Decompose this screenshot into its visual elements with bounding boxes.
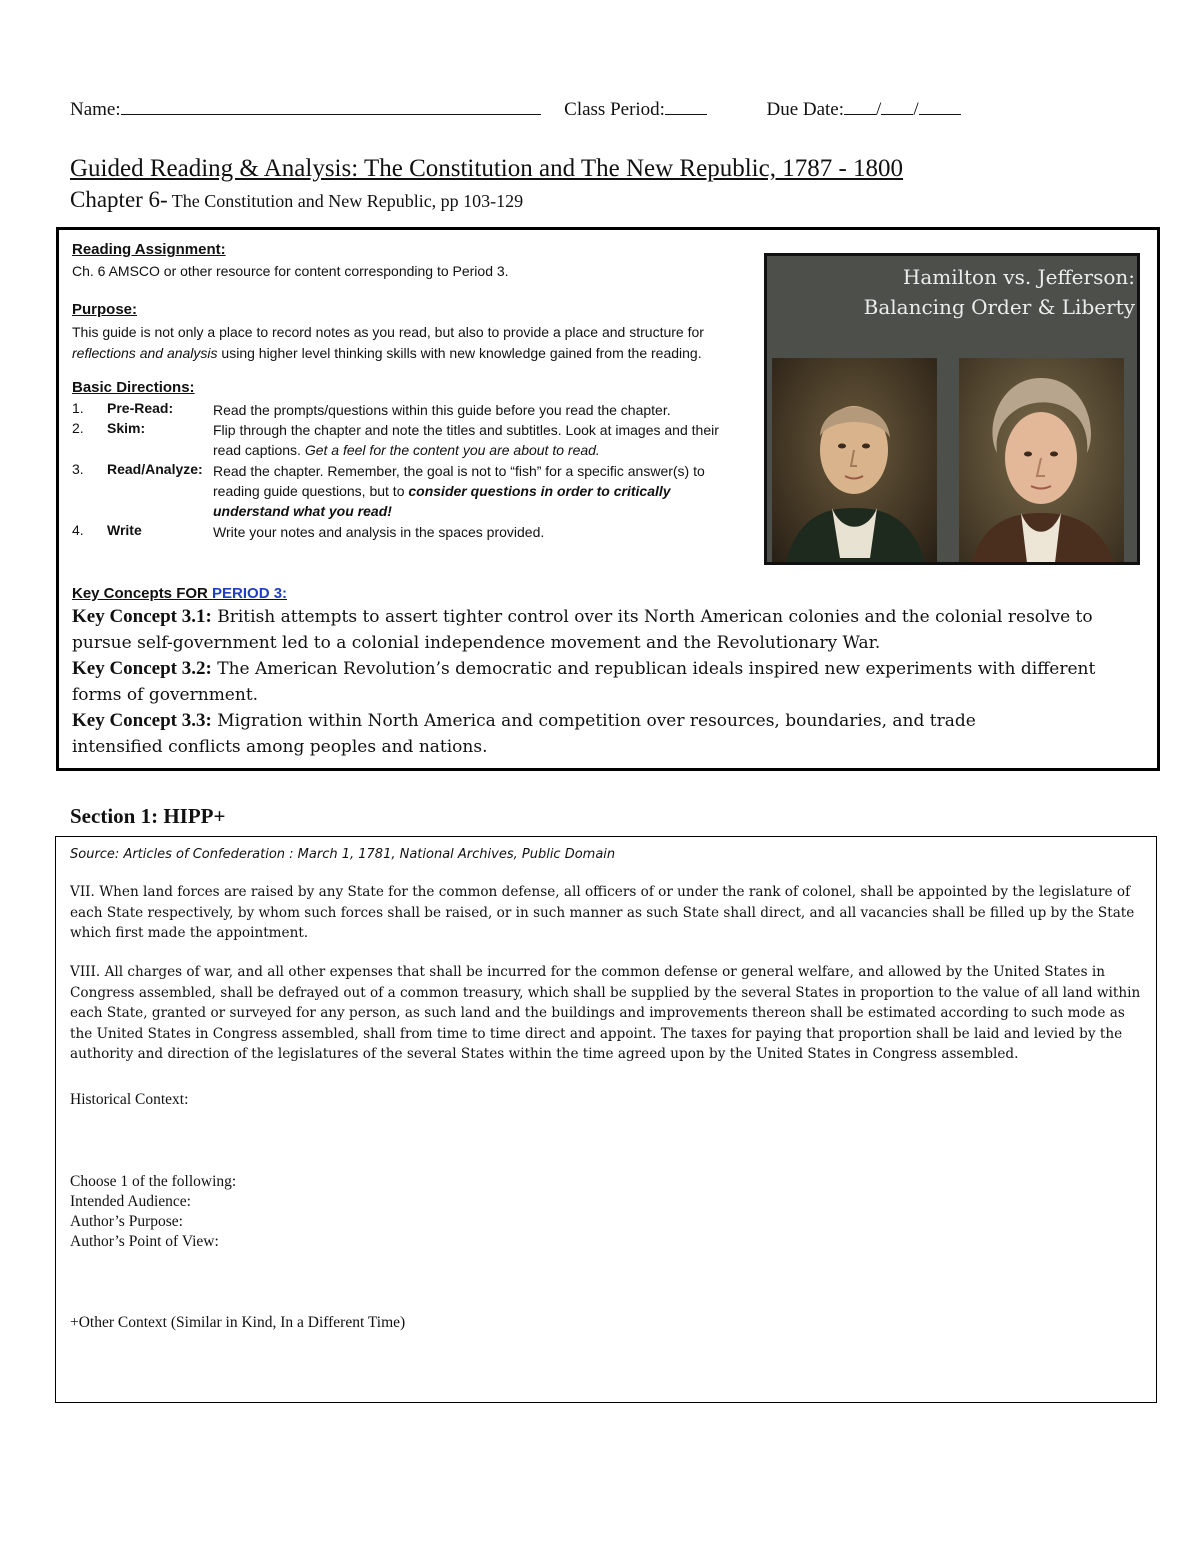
choose-prompt: Choose 1 of the following: — [70, 1173, 237, 1190]
key-concept-item — [72, 604, 1122, 656]
key-concept-label: Key Concept 3.3: — [72, 710, 212, 731]
other-context-prompt: +Other Context (Similar in Kind, In a Different Time) — [70, 1314, 406, 1331]
section-title: Section 1: HIPP+ — [70, 804, 226, 828]
purpose-italic: reflections and analysis — [72, 345, 218, 361]
direction-number: 3. — [72, 461, 84, 477]
historical-context-prompt: Historical Context: — [70, 1091, 189, 1108]
basic-directions-label: Basic Directions: — [72, 379, 195, 396]
due-year-field[interactable] — [919, 98, 961, 115]
direction-text-main: Read the chapter. Remember, the goal is not to “fish” for a specific answer(s) to reading guide questions, but to — [213, 463, 705, 499]
due-day-field[interactable] — [881, 98, 913, 115]
reading-assignment-label: Reading Assignment: — [72, 241, 226, 258]
name-field[interactable] — [121, 98, 541, 115]
key-concept-text: The American Revolution’s democratic and republican ideals inspired new experiments with different forms of government. — [72, 659, 1096, 705]
reading-assignment-text: Ch. 6 AMSCO or other resource for content corresponding to Period 3. — [72, 263, 509, 279]
due-date-label: Due Date: — [766, 99, 845, 120]
hipp-box — [55, 836, 1157, 1403]
direction-text: Write your notes and analysis in the spaces provided. — [213, 524, 545, 540]
intro-box — [56, 227, 1160, 771]
purpose-line2: using higher level thinking skills with new knowledge gained from the reading. — [217, 345, 702, 361]
direction-text — [213, 420, 743, 460]
purpose-text — [72, 322, 752, 364]
due-month-field[interactable] — [844, 98, 876, 115]
key-concepts-heading-a: Key Concepts FOR — [72, 585, 213, 602]
direction-text: Read the prompts/questions within this guide before you read the chapter. — [213, 402, 671, 418]
key-concepts-list — [72, 604, 1122, 760]
intended-audience-prompt: Intended Audience: — [70, 1193, 191, 1210]
direction-term: Pre-Read: — [107, 400, 174, 416]
key-concept-label: Key Concept 3.1: — [72, 606, 212, 627]
image-title-line1: Hamilton vs. Jefferson: — [902, 265, 1135, 289]
direction-text — [213, 461, 733, 521]
direction-number: 2. — [72, 420, 84, 436]
chapter-subtitle — [70, 187, 523, 213]
class-period-label: Class Period: — [564, 99, 665, 120]
hamilton-jefferson-image — [764, 253, 1140, 565]
purpose-line1: This guide is not only a place to record notes as you read, but also to provide a place and structure for — [72, 324, 704, 340]
authors-pov-prompt: Author’s Point of View: — [70, 1233, 219, 1250]
hamilton-portrait — [772, 358, 937, 565]
direction-term: Write — [107, 522, 142, 538]
key-concept-item — [72, 708, 1012, 760]
chapter-description: The Constitution and New Republic, pp 103-129 — [171, 191, 524, 211]
direction-text-main: Flip through the chapter and note the titles and subtitles. Look at images and their read captions. — [213, 422, 719, 458]
direction-term: Read/Analyze: — [107, 461, 203, 477]
name-label: Name: — [70, 99, 121, 120]
page-title: Guided Reading & Analysis: The Constitution and The New Republic, 1787 - 1800 — [70, 155, 904, 182]
key-concept-label: Key Concept 3.2: — [72, 658, 212, 679]
authors-purpose-prompt: Author’s Purpose: — [70, 1213, 183, 1230]
article-viii-text: VIII. All charges of war, and all other expenses that shall be incurred for the common defense or general welfare, and allowed by the United States in Congress assembled, shall be defrayed out of a common treasury, which shall be supplied by the several States in proportion to the value of all land within each State, granted or surveyed for any person, as such land and the buildings and improvements thereon shall be estimated according to such mode as the United States in Congress assembled, shall from time to time direct and appoint. The taxes for paying that proportion shall be laid and levied by the authority and direction of the legislatures of the several States within the time agreed upon by the United States in Congress assembled. — [70, 964, 1141, 1062]
key-concept-item — [72, 656, 1122, 708]
direction-text-emphasis: consider questions in order to critically understand what you read! — [213, 483, 671, 519]
direction-number: 4. — [72, 522, 84, 538]
image-title-line2: Balancing Order & Liberty — [863, 295, 1135, 319]
key-concept-text: British attempts to assert tighter control over its North American colonies and the colonial resolve to pursue self-government led to a colonial independence movement and the Revolutionary War. — [72, 607, 1093, 653]
article-vii-text: VII. When land forces are raised by any State for the common defense, all officers of or under the rank of colonel, shall be appointed by the legislature of each State respectively, by whom such forces shall be raised, or in such manner as such State shall direct, and all vacancies shall be filled up by the State which first made the appointment. — [70, 884, 1135, 941]
key-concept-text: Migration within North America and competition over resources, boundaries, and trade intensified conflicts among peoples and nations. — [72, 711, 976, 757]
source-citation: Source: Articles of Confederation : March 1, 1781, National Archives, Public Domain — [70, 847, 616, 862]
jefferson-portrait — [959, 358, 1124, 565]
key-concepts-heading — [72, 585, 287, 602]
direction-term: Skim: — [107, 420, 146, 436]
direction-text-italic: Get a feel for the content you are about to read. — [300, 442, 600, 458]
chapter-label: Chapter 6- — [70, 187, 168, 212]
key-concepts-heading-b: PERIOD 3: — [212, 585, 288, 602]
purpose-label: Purpose: — [72, 301, 138, 318]
date-separator: / — [913, 99, 919, 120]
direction-number: 1. — [72, 400, 84, 416]
image-title — [864, 262, 1135, 322]
class-period-field[interactable] — [665, 98, 707, 115]
date-separator: / — [876, 99, 882, 120]
student-info-line — [70, 98, 961, 121]
